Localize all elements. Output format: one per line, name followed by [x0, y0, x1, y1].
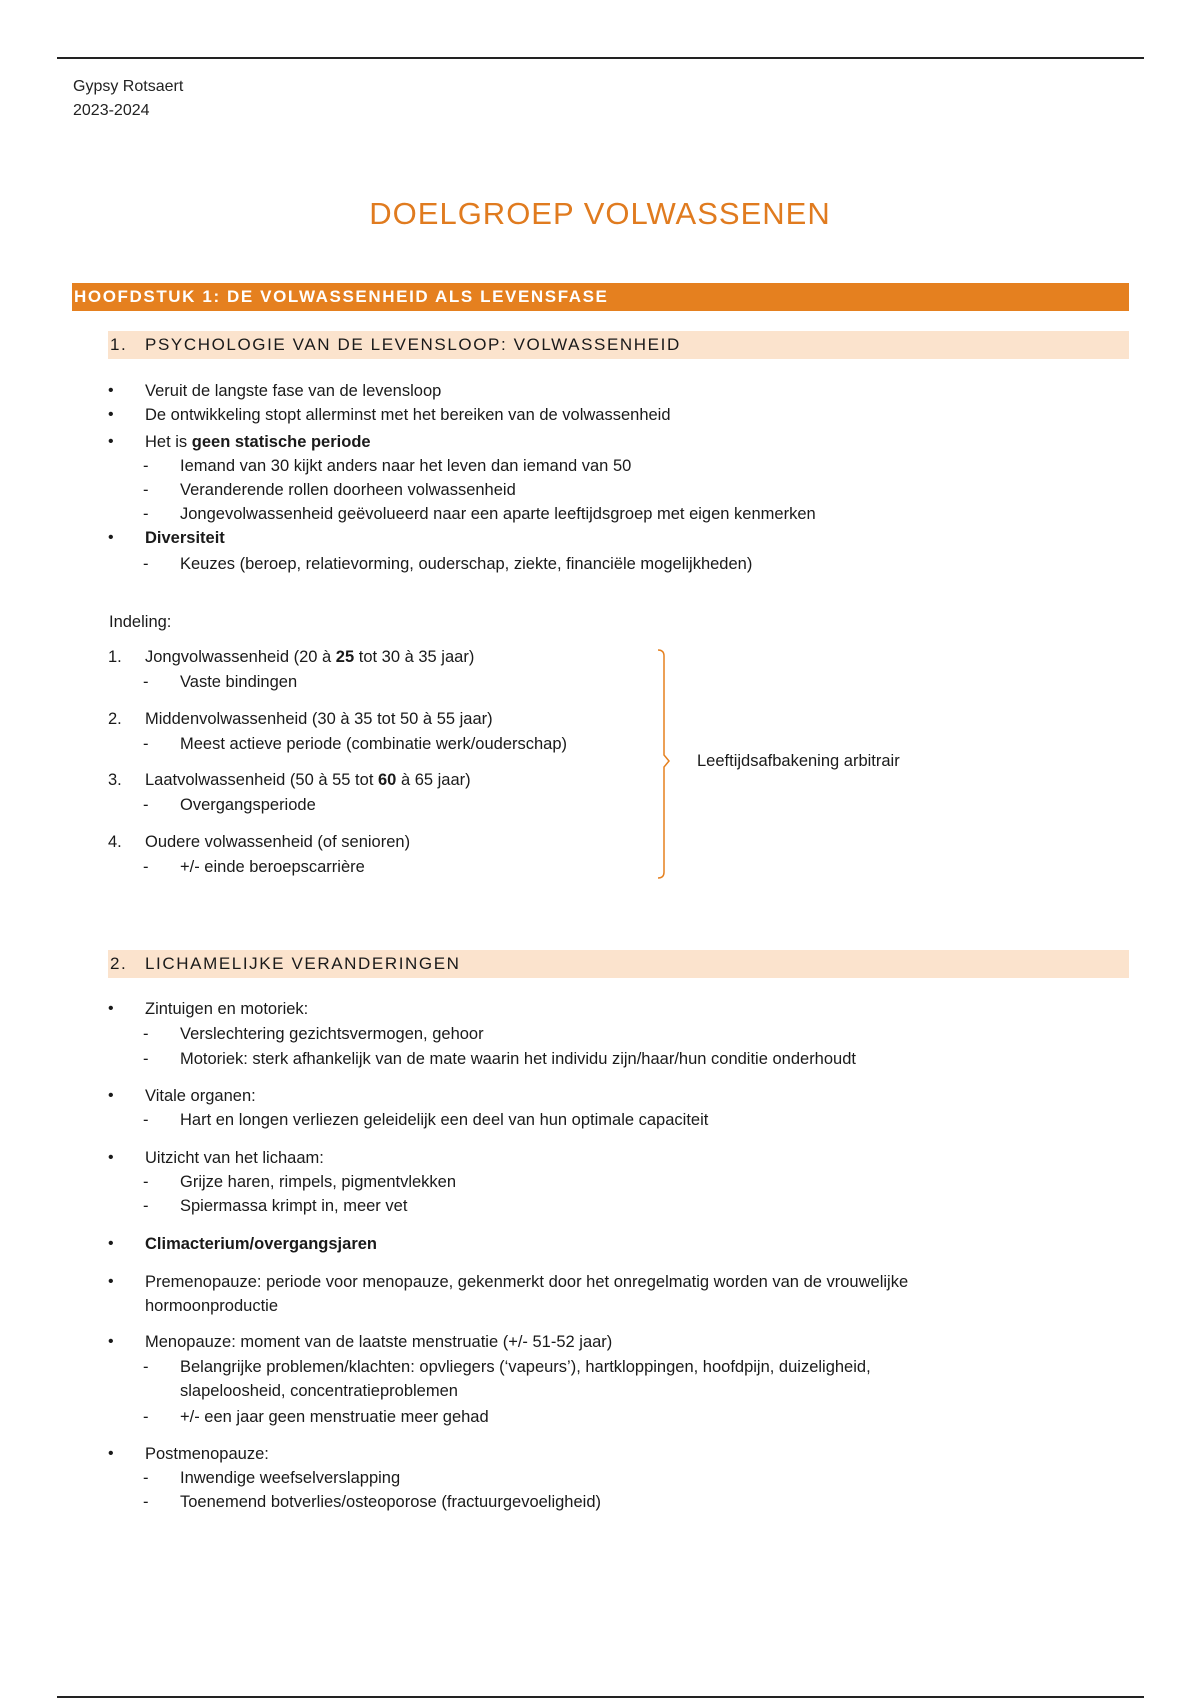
bullet-icon: •: [108, 382, 114, 399]
phase-title: [145, 769, 471, 791]
sub-list-item: Inwendige weefselverslapping: [180, 1469, 401, 1487]
dash-icon: -: [143, 505, 149, 523]
dash-icon: -: [143, 457, 149, 475]
phase-title: Middenvolwassenheid (30 à 35 tot 50 à 55 jaar): [145, 710, 493, 728]
section-title: LICHAMELIJKE VERANDERINGEN: [145, 954, 461, 973]
dash-icon: -: [143, 1197, 149, 1215]
dash-icon: -: [143, 858, 149, 876]
dash-icon: -: [143, 1408, 149, 1426]
dash-icon: -: [143, 1469, 149, 1487]
dash-icon: -: [143, 673, 149, 691]
sub-list-item: Toenemend botverlies/osteoporose (fractuurgevoeligheid): [180, 1493, 601, 1511]
phase-text: Laatvolwassenheid (50 à 55 tot: [145, 771, 378, 789]
list-item: Vitale organen:: [145, 1087, 256, 1105]
list-item: Uitzicht van het lichaam:: [145, 1149, 324, 1167]
bullet-icon: •: [108, 1149, 114, 1166]
bullet-icon: •: [108, 1087, 114, 1104]
phase-number: 1.: [108, 648, 122, 666]
phase-text: tot 30 à 35 jaar): [354, 648, 475, 666]
phase-emphasis: 60: [378, 771, 397, 789]
phase-title: Oudere volwassenheid (of senioren): [145, 833, 411, 851]
sub-list-item: Hart en longen verliezen geleidelijk een deel van hun optimale capaciteit: [180, 1111, 709, 1129]
phase-text: Jongvolwassenheid (20 à: [145, 648, 336, 666]
phase-emphasis: 25: [335, 648, 355, 666]
phase-sub: +/- einde beroepscarrière: [180, 858, 365, 876]
phase-sub: Meest actieve periode (combinatie werk/ouderschap): [180, 735, 568, 753]
sub-list-item-continuation: slapeloosheid, concentratieproblemen: [180, 1382, 458, 1400]
dash-icon: -: [143, 1111, 149, 1129]
section-number: 2.: [110, 954, 128, 973]
top-rule: [57, 57, 1144, 59]
phase-text: à 65 jaar): [396, 771, 471, 789]
sub-list-item: Spiermassa krimpt in, meer vet: [180, 1197, 408, 1215]
bullet-icon: •: [108, 1333, 114, 1350]
bullet-icon: •: [108, 406, 114, 423]
dash-icon: -: [143, 1025, 149, 1043]
dash-icon: -: [143, 1173, 149, 1191]
list-item: Veruit de langste fase van de levensloop: [145, 382, 442, 400]
list-item: Diversiteit: [145, 529, 225, 547]
dash-icon: -: [143, 1050, 149, 1068]
list-item: Premenopauze: periode voor menopauze, gekenmerkt door het onregelmatig worden van de vrouwelijke: [145, 1273, 909, 1291]
phase-number: 3.: [108, 771, 122, 789]
dash-icon: -: [143, 796, 149, 814]
phase-sub: Overgangsperiode: [180, 796, 316, 814]
academic-year: 2023-2024: [73, 102, 150, 119]
phase-number: 2.: [108, 710, 122, 728]
phase-number: 4.: [108, 833, 122, 851]
dash-icon: -: [143, 735, 149, 753]
bullet-icon: •: [108, 433, 114, 450]
section-number: 1.: [110, 335, 128, 354]
sub-list-item: Jongevolwassenheid geëvolueerd naar een aparte leeftijdsgroep met eigen kenmerken: [180, 505, 816, 523]
phase-sub: Vaste bindingen: [180, 673, 298, 691]
bullet-icon: •: [108, 1235, 114, 1252]
bullet-icon: •: [108, 1445, 114, 1462]
chapter-heading: HOOFDSTUK 1: DE VOLWASSENHEID ALS LEVENSFASE: [72, 283, 1129, 311]
document-title: DOELGROEP VOLWASSENEN: [369, 196, 831, 231]
section-heading-1: [108, 331, 1129, 359]
list-item: Climacterium/overgangsjaren: [145, 1235, 377, 1253]
sub-list-item: Keuzes (beroep, relatievorming, ouderschap, ziekte, financiële mogelijkheden): [180, 555, 753, 573]
list-item-continuation: hormoonproductie: [145, 1297, 278, 1315]
sub-list-item: Iemand van 30 kijkt anders naar het leven dan iemand van 50: [180, 457, 632, 475]
bottom-rule: [57, 1696, 1144, 1698]
phase-title: [145, 646, 474, 668]
dash-icon: -: [143, 481, 149, 499]
author-name: Gypsy Rotsaert: [73, 78, 184, 95]
indeling-label: Indeling:: [109, 613, 172, 631]
document-header: [73, 75, 183, 123]
sub-list-item: Grijze haren, rimpels, pigmentvlekken: [180, 1173, 457, 1191]
sub-list-item: Veranderende rollen doorheen volwassenheid: [180, 481, 516, 499]
dash-icon: -: [143, 1493, 149, 1511]
section-heading-2: [108, 950, 1129, 978]
sub-list-item: +/- een jaar geen menstruatie meer gehad: [180, 1408, 489, 1426]
list-item-emphasis: geen statische periode: [191, 433, 371, 451]
sub-list-item: Belangrijke problemen/klachten: opvliegers (‘vapeurs’), hartkloppingen, hoofdpijn, duizeligheid,: [180, 1358, 871, 1376]
section-title: PSYCHOLOGIE VAN DE LEVENSLOOP: VOLWASSENHEID: [145, 335, 681, 354]
bullet-icon: •: [108, 1273, 114, 1290]
list-item: Zintuigen en motoriek:: [145, 1000, 309, 1018]
list-item: Menopauze: moment van de laatste menstruatie (+/- 51-52 jaar): [145, 1333, 613, 1351]
list-item: Postmenopauze:: [145, 1445, 269, 1463]
dash-icon: -: [143, 1358, 149, 1376]
list-item: De ontwikkeling stopt allerminst met het bereiken van de volwassenheid: [145, 406, 671, 424]
list-item: [145, 431, 371, 453]
list-item-text: Het is: [145, 433, 192, 451]
bracket-label: Leeftijdsafbakening arbitrair: [697, 752, 900, 770]
bullet-icon: •: [108, 1000, 114, 1017]
bullet-icon: •: [108, 529, 114, 546]
sub-list-item: Motoriek: sterk afhankelijk van de mate waarin het individu zijn/haar/hun conditie onderhoudt: [180, 1050, 856, 1068]
dash-icon: -: [143, 555, 149, 573]
sub-list-item: Verslechtering gezichtsvermogen, gehoor: [180, 1025, 484, 1043]
